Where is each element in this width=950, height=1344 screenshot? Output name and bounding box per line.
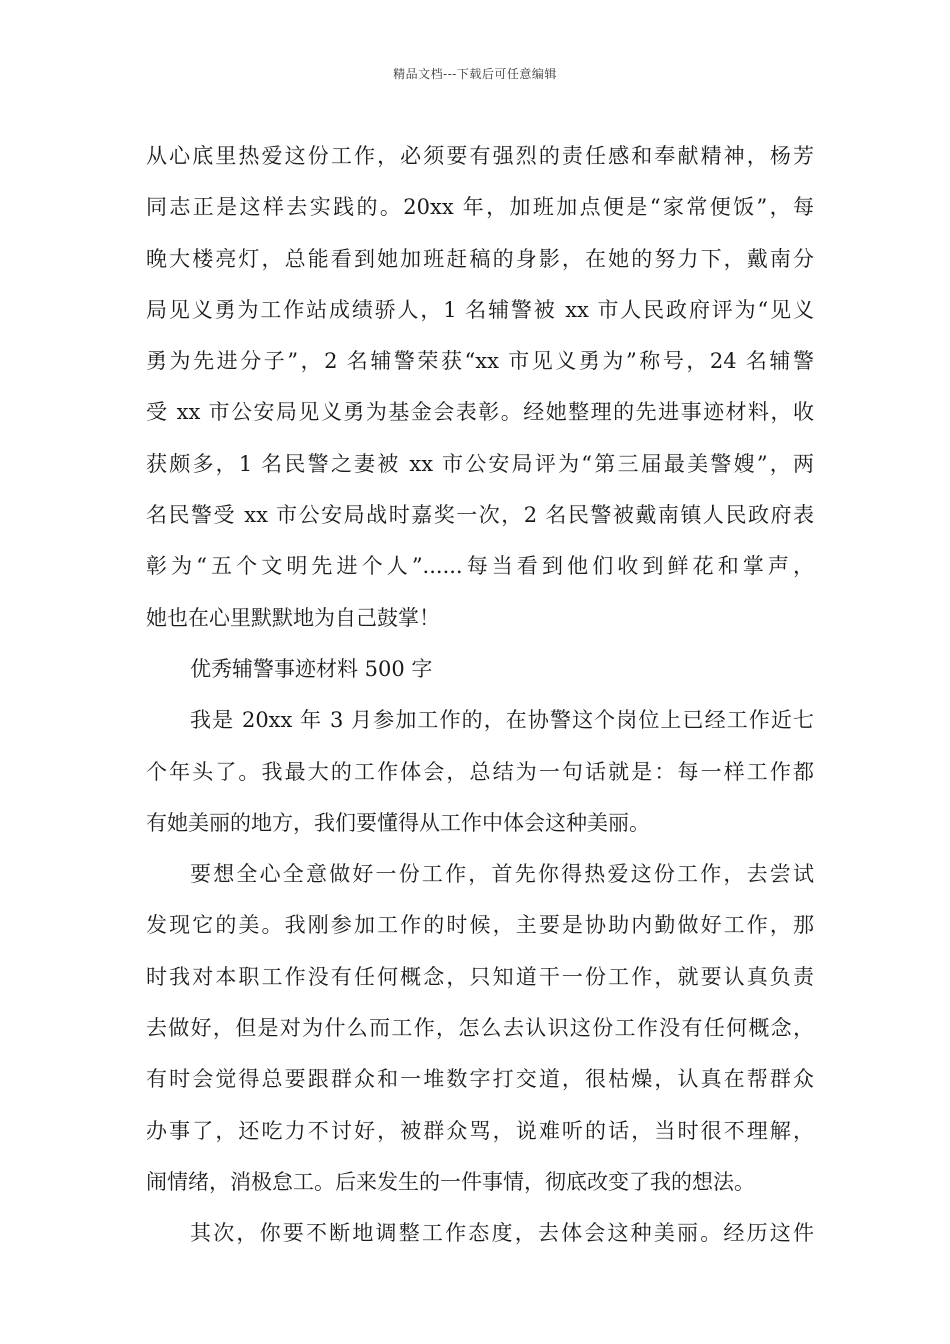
section-title: [146, 644, 814, 695]
text-line: 她也在心里默默地为自己鼓掌！: [146, 605, 440, 630]
text-line: 时我对本职工作没有任何概念，只知道干一份工作，就要认真负责: [146, 964, 814, 989]
text-line: 个年头了。我最大的工作体会，总结为一句话就是：每一样工作都: [146, 759, 814, 784]
text-line: 获颇多，1 名民警之妻被 xx 市公安局评为“第三届最美警嫂”，两: [146, 451, 814, 476]
document-body: [146, 131, 814, 1260]
page-header: 精品文档---下载后可任意编辑: [393, 67, 557, 81]
text-line: 有时会觉得总要跟群众和一堆数字打交道，很枯燥，认真在帮群众: [146, 1067, 814, 1092]
text-line: 同志正是这样去实践的。20xx 年，加班加点便是“家常便饭”，每: [146, 195, 814, 220]
text-line: 名民警受 xx 市公安局战时嘉奖一次，2 名民警被戴南镇人民政府表: [146, 503, 814, 528]
paragraph-5: [146, 1208, 814, 1259]
text-line: 优秀辅警事迹材料 500 字: [190, 656, 433, 681]
text-line: 局见义勇为工作站成绩骄人，1 名辅警被 xx 市人民政府评为“见义: [146, 297, 814, 322]
text-line: 办事了，还吃力不讨好，被群众骂，说难听的话，当时很不理解，: [146, 1118, 814, 1143]
text-line: 其次，你要不断地调整工作态度，去体会这种美丽。经历这件: [190, 1221, 814, 1246]
text-line: 受 xx 市公安局见义勇为基金会表彰。经她整理的先进事迹材料，收: [146, 400, 814, 425]
text-line: 从心底里热爱这份工作，必须要有强烈的责任感和奉献精神，杨芳: [146, 144, 814, 168]
text-line: 有她美丽的地方，我们要懂得从工作中体会这种美丽。: [146, 810, 650, 835]
paragraph-4: [146, 849, 814, 1208]
text-line: 勇为先进分子”，2 名辅警荣获“xx 市见义勇为”称号，24 名辅警: [146, 349, 814, 374]
text-line: 彰为“五个文明先进个人”......每当看到他们收到鲜花和掌声，: [146, 554, 814, 579]
text-line: 闹情绪，消极怠工。后来发生的一件事情，彻底改变了我的想法。: [146, 1169, 755, 1194]
text-line: 晚大楼亮灯，总能看到她加班赶稿的身影，在她的努力下，戴南分: [146, 246, 814, 271]
paragraph-3: [146, 695, 814, 849]
text-line: 要想全心全意做好一份工作，首先你得热爱这份工作，去尝试: [190, 862, 814, 887]
text-line: 发现它的美。我刚参加工作的时候，主要是协助内勤做好工作，那: [146, 913, 814, 938]
text-line: 去做好，但是对为什么而工作，怎么去认识这份工作没有任何概念，: [146, 1016, 814, 1041]
paragraph-1: [146, 131, 814, 644]
text-line: 我是 20xx 年 3 月参加工作的，在协警这个岗位上已经工作近七: [190, 708, 814, 733]
